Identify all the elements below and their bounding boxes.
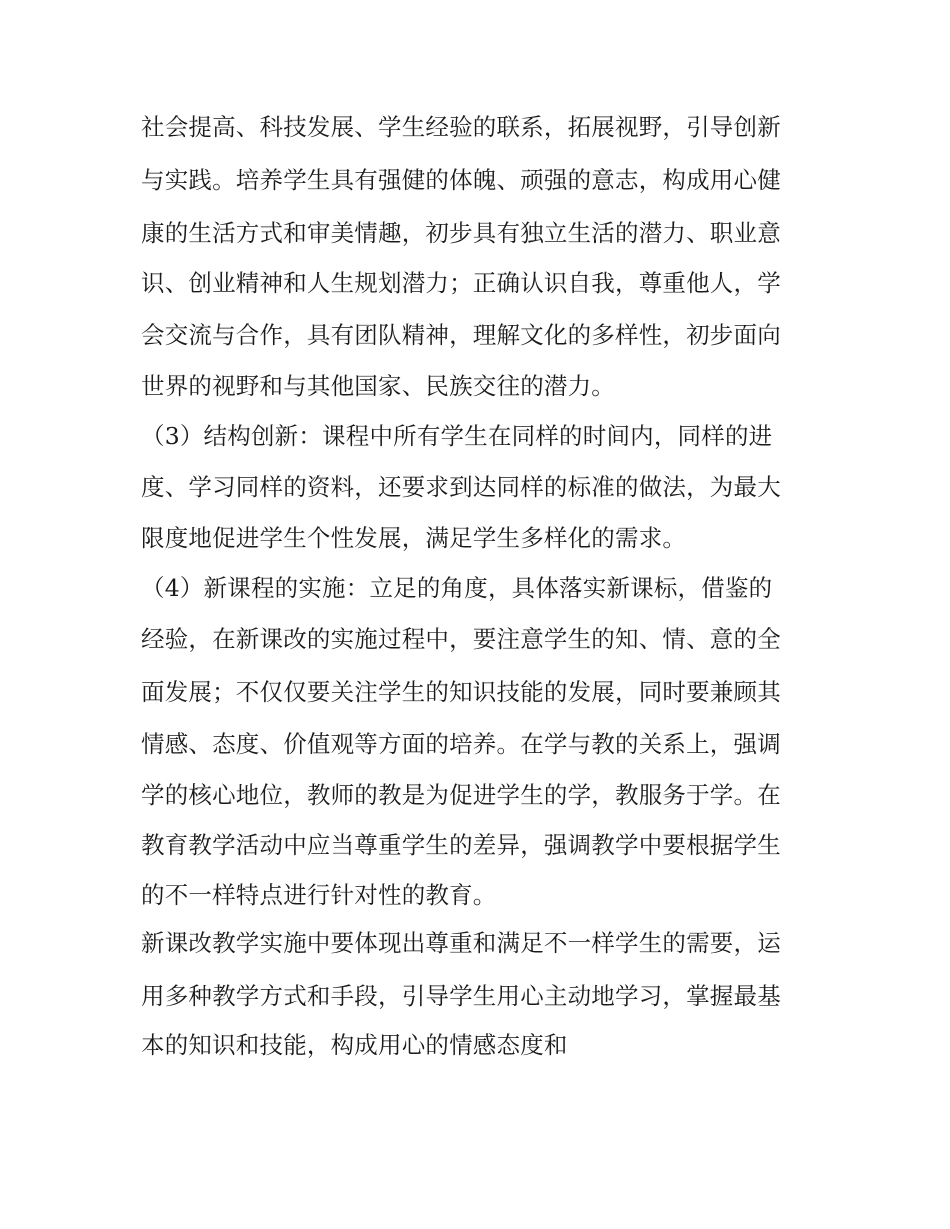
- text-line: 世界的视野和与其他国家、民族交往的潜力。: [141, 372, 615, 400]
- text-line: 社会提高、科技发展、学生经验的联系，拓展视野，引导创新: [141, 113, 781, 141]
- text-line: 的不一样特点进行针对性的教育。: [141, 881, 497, 909]
- text-line: 限度地促进学生个性发展，满足学生多样化的需求。: [141, 524, 687, 552]
- text-line: 用多种教学方式和手段，引导学生用心主动地学习，掌握最基: [141, 982, 781, 1010]
- text-line: 度、学习同样的资料，还要求到达同样的标准的做法，为最大: [141, 473, 781, 501]
- text-line: 会交流与合作，具有团队精神，理解文化的多样性，初步面向: [141, 321, 781, 349]
- text-line: 面发展；不仅仅要关注学生的知识技能的发展，同时要兼顾其: [141, 678, 781, 706]
- text-line: 康的生活方式和审美情趣，初步具有独立生活的潜力、职业意: [141, 219, 781, 247]
- text-line: （4）新课程的实施：立足的角度，具体落实新课标，借鉴的: [141, 574, 773, 602]
- text-line: 与实践。培养学生具有强健的体魄、顽强的意志，构成用心健: [141, 166, 781, 194]
- text-line: 学的核心地位，教师的教是为促进学生的学，教服务于学。在: [141, 781, 781, 809]
- text-line: 情感、态度、价值观等方面的培养。在学与教的关系上，强调: [141, 730, 781, 758]
- text-line: 本的知识和技能，构成用心的情感态度和: [141, 1031, 568, 1059]
- text-line: 教育教学活动中应当尊重学生的差异，强调教学中要根据学生: [141, 831, 781, 859]
- text-line: 识、创业精神和人生规划潜力；正确认识自我，尊重他人，学: [141, 269, 781, 297]
- text-line: （3）结构创新：课程中所有学生在同样的时间内，同样的进: [141, 422, 773, 450]
- text-line: 经验，在新课改的实施过程中，要注意学生的知、情、意的全: [141, 625, 781, 653]
- text-line: 新课改教学实施中要体现出尊重和满足不一样学生的需要，运: [141, 929, 781, 957]
